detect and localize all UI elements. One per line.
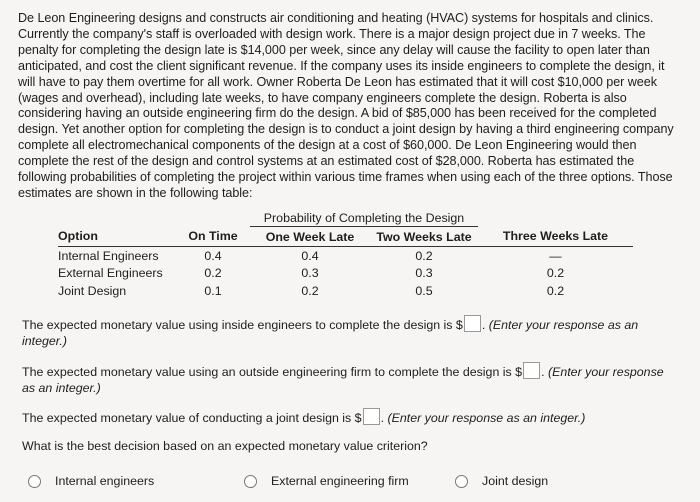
table-cell: 0.2 — [204, 266, 222, 281]
col-header-three-weeks-late: Three Weeks Late — [478, 227, 633, 247]
table-cell: 0.2 — [546, 266, 565, 281]
table-cell: 0.3 — [415, 266, 433, 281]
table-row — [58, 247, 633, 265]
col-header-two-weeks-late: Two Weeks Late — [370, 227, 478, 247]
radio-button[interactable] — [244, 475, 257, 488]
table-cell: 0.2 — [301, 283, 319, 298]
col-header-option: Option — [58, 227, 176, 247]
radio-button[interactable] — [28, 475, 41, 488]
option-external-engineering-firm[interactable] — [244, 474, 409, 488]
col-header-one-week-late: One Week Late — [250, 227, 370, 247]
table-cell: — — [549, 248, 562, 263]
table-cell: 0.2 — [415, 248, 433, 263]
table-group-header-row — [58, 210, 633, 227]
radio-button[interactable] — [455, 475, 468, 488]
answer-input-outside[interactable] — [523, 362, 540, 379]
table-cell: 0.4 — [204, 248, 222, 263]
col-header-on-time: On Time — [176, 227, 250, 247]
table-cell: Joint Design — [58, 283, 127, 298]
table-cell: 0.5 — [415, 283, 433, 298]
question-inside-engineers: The expected monetary value using inside engineers to complete the design is $ . (Enter your response as an integer.) — [22, 315, 642, 349]
question-best-decision: What is the best decision based on an expected monetary value criterion? — [22, 439, 428, 453]
group-header: Probability of Completing the Design — [250, 210, 478, 227]
table-cell: 0.2 — [546, 283, 565, 298]
option-joint-design[interactable] — [455, 474, 548, 488]
table-cell: Internal Engineers — [58, 248, 159, 263]
table-cell: 0.1 — [204, 283, 222, 298]
option-internal-engineers[interactable] — [28, 474, 154, 488]
probability-table — [58, 210, 633, 300]
input-hint: (Enter your response as an integer.) — [22, 365, 664, 395]
table-cell: 0.4 — [301, 248, 319, 263]
input-hint: (Enter your response as an integer.) — [22, 318, 639, 348]
table-cell: 0.3 — [301, 266, 319, 281]
table-row — [58, 265, 633, 283]
question-outside-firm: The expected monetary value using an outside engineering firm to complete the design is $ . (Enter your response as an integer.) — [22, 362, 672, 396]
answer-input-inside[interactable] — [464, 315, 481, 332]
table-header-row — [58, 227, 633, 247]
table-row — [58, 282, 633, 300]
option-label: Joint design — [482, 474, 549, 488]
table-cell: External Engineers — [58, 266, 163, 281]
answer-input-joint[interactable] — [363, 408, 380, 425]
option-label: Internal engineers — [55, 474, 155, 488]
problem-statement: De Leon Engineering designs and constructs air conditioning and heating (HVAC) systems for hospitals and clinics. Currently the company's staff is overloaded with design work. There is a major design project due in 7 weeks. The penalty for completing the design late is $14,000 per week, since any delay will cause the facility to open later than anticipated, and cost the client significant revenue. If the company uses its inside engineers to complete the design, it will have to pay them overtime for all work. Owner Roberta De Leon has estimated that it will cost $10,000 per week (wages and overhead), including late weeks, to have company engineers complete the design. Roberta is also considering having an outside engineering firm do the design. A bid of $85,000 has been received for the completed design. Yet another option for completing the design is to conduct a joint design by having a third engineering company complete all electromechanical components of the design at a cost of $60,000. De Leon Engineering would then complete the rest of the design and control systems at an estimated cost of $28,000. Roberta has estimated the following probabilities of completing the project within various time frames when using each of the three options. Those estimates are shown in the following table: — [18, 11, 674, 200]
option-label: External engineering firm — [271, 474, 409, 488]
question-joint-design: The expected monetary value of conducting a joint design is $ . (Enter your response as an integer.) — [22, 408, 585, 426]
input-hint: (Enter your response as an integer.) — [387, 411, 586, 425]
